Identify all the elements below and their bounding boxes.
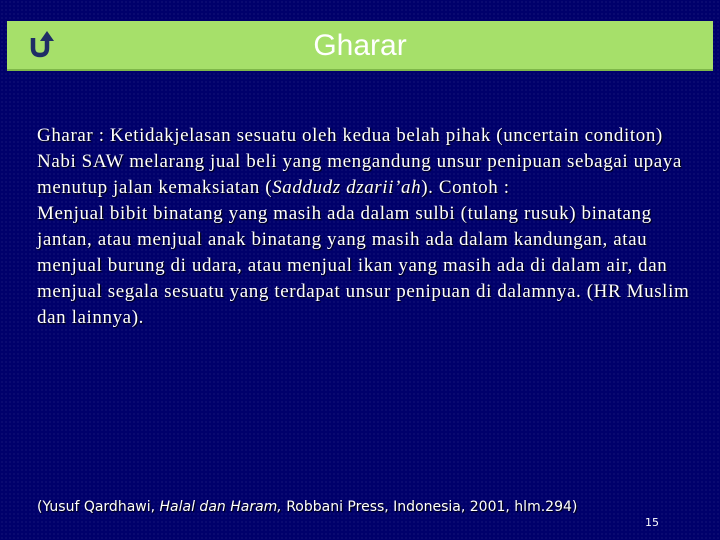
saddudz-dzariiah-term: Saddudz dzarii’ah (272, 177, 422, 198)
example-intro: ). Contoh : (421, 177, 510, 198)
citation-author: (Yusuf Qardhawi, (37, 499, 160, 515)
prohibition-text: Nabi SAW melarang jual beli yang mengandung unsur penipuan sebagai upaya menutup jalan kemaksiatan ( (37, 151, 682, 198)
example-text: Menjual bibit binatang yang masih ada dalam sulbi (tulang rusuk) binatang jantan, atau menjual anak binatang yang masih ada dalam kandungan, atau menjual burung di udara, atau menjual ikan yang masih ada di dalam air, dan menjual segala sesuatu yang terdapat unsur penipuan di dalamnya. (HR Muslim dan lainnya). (37, 203, 690, 328)
gharar-definition: Gharar : Ketidakjelasan sesuatu oleh kedua belah pihak (uncertain conditon) (37, 125, 663, 146)
citation (37, 499, 577, 515)
slide-title: Gharar (313, 29, 407, 62)
page-number: 15 (645, 516, 659, 529)
citation-publisher: Robbani Press, Indonesia, 2001, hlm.294) (281, 499, 578, 515)
citation-book-title: Halal dan Haram, (159, 499, 282, 515)
body-text (37, 123, 697, 331)
title-bar (7, 21, 713, 71)
